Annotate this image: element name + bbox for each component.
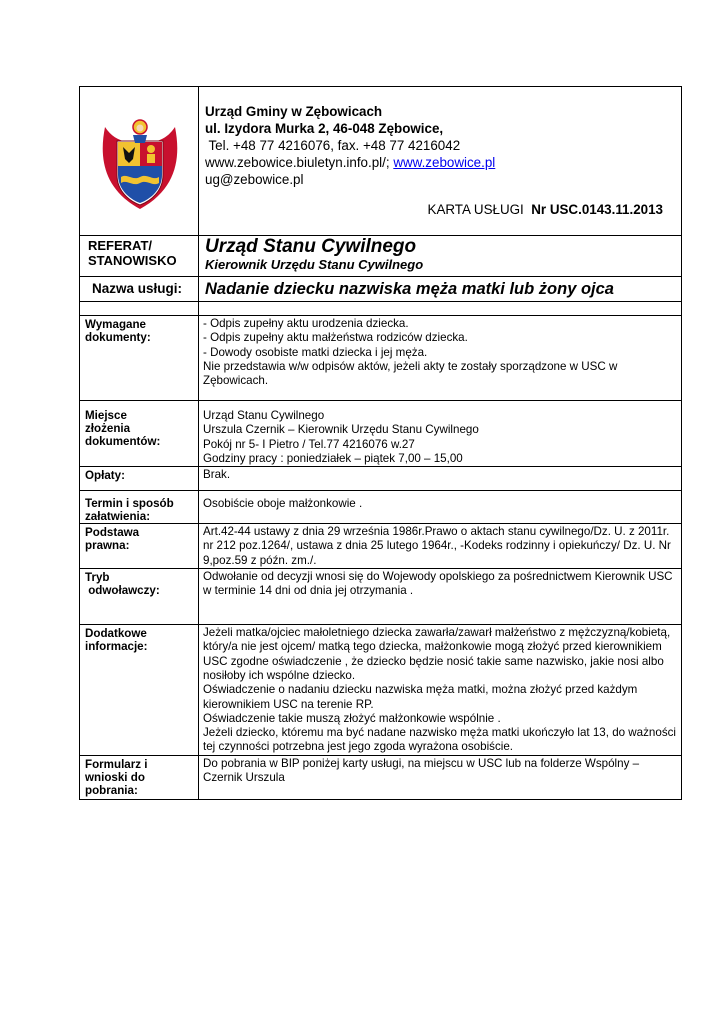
department-label-line1: REFERAT/: [88, 238, 153, 253]
place-line: Godziny pracy : poniedziałek – piątek 7,00 – 15,00: [203, 451, 463, 465]
additional-value: [199, 625, 682, 756]
department-value: [199, 236, 682, 277]
office-header: [199, 87, 682, 236]
service-card: [79, 86, 681, 800]
documents-label-2: dokumenty:: [85, 331, 151, 344]
office-email: ug@zebowice.pl: [205, 172, 304, 187]
legal-value: Art.42-44 ustawy z dnia 29 września 1986r.Prawo o aktach stanu cywilnego/Dz. U. z 2011r. nr 212 poz.1264/, ustawa z dnia 25 lutego 1964r., -Kodeks rodzinny i opiekuńczy/ Dz. U. Nr 9,poz.59 z późn. zm./.: [199, 524, 682, 569]
place-label-1: Miejsce: [85, 409, 127, 422]
place-line: Pokój nr 5- I Pietro / Tel.77 4216076 w.27: [203, 437, 415, 451]
service-name: Nadanie dziecku nazwiska męża matki lub żony ojca: [199, 277, 682, 302]
additional-label-2: informacje:: [85, 640, 148, 654]
term-label: [80, 491, 199, 524]
office-name: Urząd Gminy w Zębowicach: [205, 104, 383, 119]
additional-line: Oświadczenie takie muszą złożyć małżonkowie wspólnie .: [203, 711, 501, 725]
place-value: [199, 401, 682, 467]
coat-of-arms-logo: [97, 117, 183, 213]
department-label: [80, 236, 199, 277]
appeal-value: Odwołanie od decyzji wnosi się do Wojewody opolskiego za pośrednictwem Kierownik USC w terminie 14 dni od dnia jej otrzymania .: [199, 569, 682, 625]
place-label-2: złożenia: [85, 422, 131, 435]
appeal-label-1: Tryb: [85, 571, 110, 585]
card-number: Nr USC.0143.11.2013: [531, 202, 663, 217]
additional-line: Jeżeli matka/ojciec małoletniego dziecka zawarła/zawarł małżeństwo z mężczyzną/kobietą, który/a nie jest ojcem/ matką tego dziecka, małżonkowie mogą złożyć przed kierownikiem USC zgodne oświadczenie , że dziecko będzie nosić takie same nazwisko, jakie nosi albo nosiłoby ich wspólne dziecko.: [203, 626, 671, 682]
spacer-left: [80, 302, 199, 316]
forms-value: Do pobrania w BIP poniżej karty usługi, na miejscu w USC lub na folderze Wspólny – Czernik Urszula: [199, 755, 682, 799]
fees-value: Brak.: [199, 467, 682, 491]
documents-line: - Dowody osobiste matki dziecka i jej męża.: [203, 345, 428, 359]
service-card-table: [79, 86, 682, 800]
coat-of-arms-cell: [80, 87, 199, 236]
fees-label: Opłaty:: [80, 467, 199, 491]
forms-label-3: pobrania:: [85, 783, 138, 797]
additional-label: [80, 625, 199, 756]
term-label-2: załatwienia:: [85, 510, 151, 524]
documents-label-1: Wymagane: [85, 318, 146, 331]
spacer-right: [199, 302, 682, 316]
additional-line: Oświadczenie o nadaniu dziecku nazwiska męża matki, można złożyć przed każdym kierownikiem USC na terenie RP.: [203, 683, 638, 711]
department-title: Urząd Stanu Cywilnego: [205, 236, 417, 257]
documents-line: - Odpis zupełny aktu urodzenia dziecka.: [203, 317, 409, 330]
documents-value: [199, 316, 682, 401]
documents-line: - Odpis zupełny aktu małżeństwa rodziców dziecka.: [203, 331, 468, 345]
legal-label: [80, 524, 199, 569]
place-label-3: dokumentów:: [85, 435, 161, 448]
place-line: Urząd Stanu Cywilnego: [203, 409, 325, 422]
office-web-bip: www.zebowice.biuletyn.info.pl/;: [205, 155, 394, 170]
legal-label-1: Podstawa: [85, 526, 140, 540]
additional-label-1: Dodatkowe: [85, 627, 147, 641]
documents-label: [80, 316, 199, 401]
card-number-line: [205, 201, 681, 218]
forms-label-1: Formularz i: [85, 757, 148, 771]
forms-label-2: wnioski do: [85, 770, 145, 784]
forms-label: [80, 755, 199, 799]
service-label: Nazwa usługi:: [80, 277, 199, 302]
term-value: Osobiście oboje małżonkowie .: [199, 491, 682, 524]
office-phone: Tel. +48 77 4216076, fax. +48 77 4216042: [205, 138, 461, 153]
card-label: KARTA USŁUGI: [427, 202, 524, 217]
term-label-1: Termin i sposób: [85, 497, 174, 511]
additional-line: Jeżeli dziecko, któremu ma być nadane nazwisko męża matki ukończyło lat 13, do ważności tej czynności potrzebna jest jego zgoda wyrażona osobiście.: [203, 726, 676, 754]
legal-label-2: prawna:: [85, 539, 130, 553]
documents-line: Nie przedstawia w/w odpisów aktów, jeżeli akty te zostały sporządzone w USC w Zębowicach.: [203, 359, 618, 388]
office-website-link[interactable]: www.zebowice.pl: [393, 155, 496, 170]
department-label-line2: STANOWISKO: [88, 253, 177, 268]
appeal-label: [80, 569, 199, 625]
place-line: Urszula Czernik – Kierownik Urzędu Stanu Cywilnego: [203, 423, 479, 437]
office-web: [205, 154, 681, 171]
department-subtitle: Kierownik Urzędu Stanu Cywilnego: [205, 257, 424, 272]
place-label: [80, 401, 199, 467]
office-address: ul. Izydora Murka 2, 46-048 Zębowice,: [205, 121, 444, 136]
appeal-label-2: odwoławczy:: [85, 584, 160, 598]
